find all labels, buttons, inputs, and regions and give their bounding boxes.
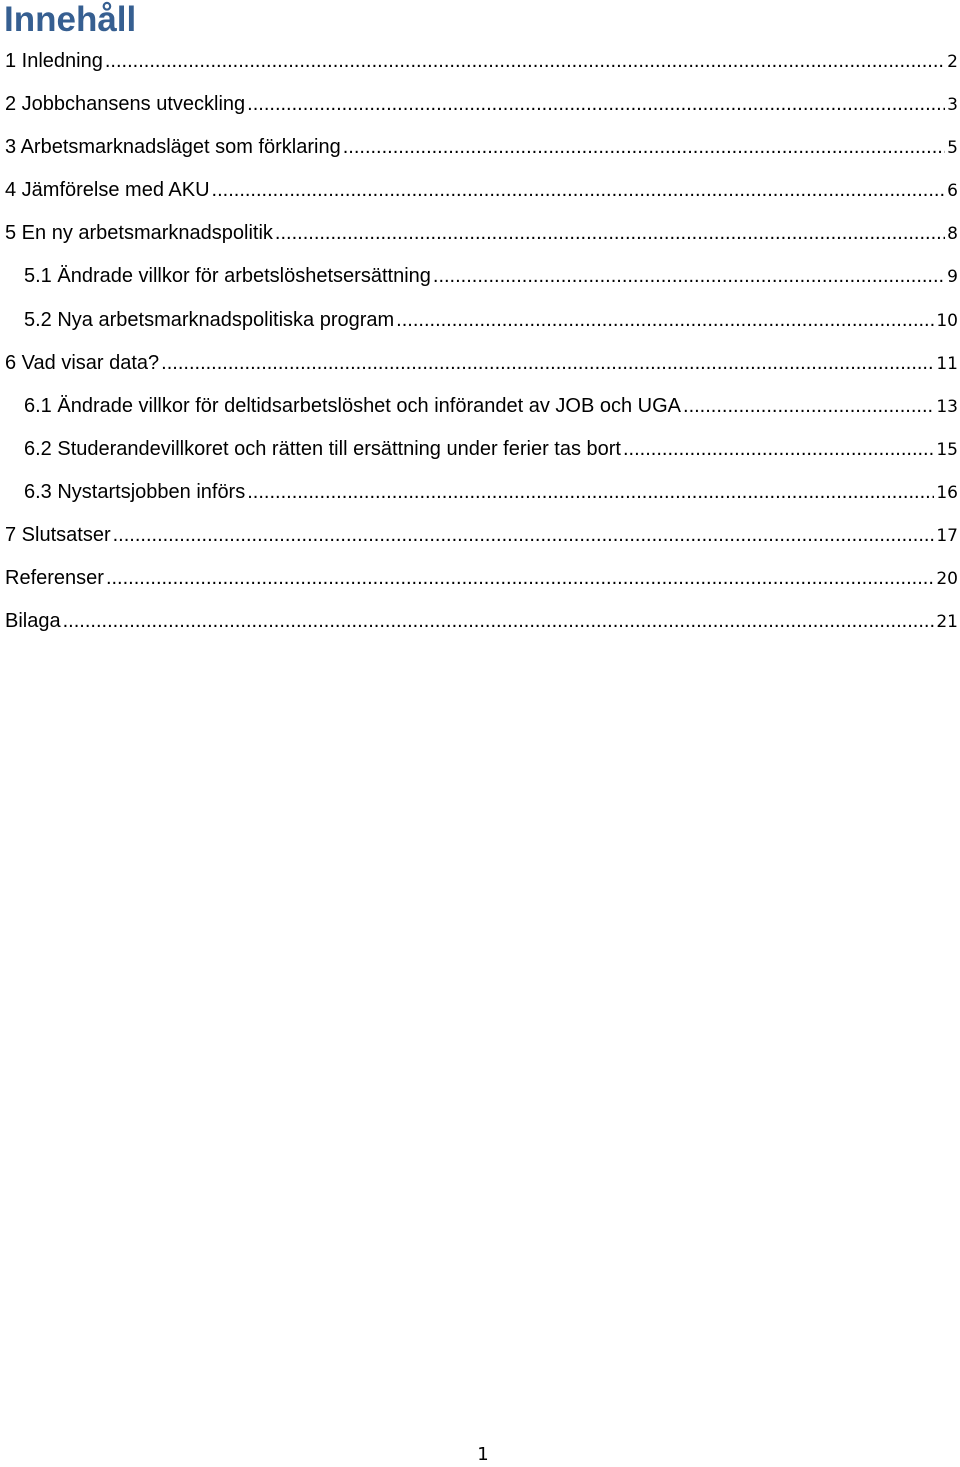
toc-entry-page: 9 bbox=[947, 267, 958, 288]
toc-entry-deltidsarbetsloshet-job-uga[interactable] bbox=[0, 385, 960, 428]
toc-entry-label: 6.3 Nystartsjobben införs bbox=[24, 480, 246, 503]
toc-entry-label: Referenser bbox=[5, 567, 104, 590]
toc-entry-label: 1 Inledning bbox=[5, 50, 103, 72]
toc-entry-label: 2 Jobbchansens utveckling bbox=[5, 93, 246, 116]
toc-entry-page: 8 bbox=[947, 224, 958, 245]
toc-entry-page: 16 bbox=[936, 482, 958, 503]
toc-entry-andrade-villkor-arbetsloshetsersattning[interactable] bbox=[0, 255, 960, 298]
toc-entry-label: 3 Arbetsmarknadsläget som förklaring bbox=[5, 136, 341, 159]
toc-title: Innehåll bbox=[4, 0, 137, 39]
toc-dot-leader bbox=[247, 83, 945, 126]
toc-entry-page: 20 bbox=[936, 569, 958, 590]
toc-entry-page: 21 bbox=[936, 612, 958, 633]
toc-entry-bilaga[interactable] bbox=[0, 600, 960, 643]
toc-list bbox=[0, 40, 960, 643]
toc-entry-page: 2 bbox=[947, 52, 958, 72]
toc-dot-leader bbox=[247, 471, 934, 514]
toc-entry-slutsatser[interactable] bbox=[0, 514, 960, 557]
toc-entry-inledning[interactable] bbox=[0, 40, 960, 83]
toc-dot-leader bbox=[433, 255, 945, 298]
toc-entry-jamforelse-aku[interactable] bbox=[0, 169, 960, 212]
toc-entry-label: 4 Jämförelse med AKU bbox=[5, 179, 210, 202]
toc-entry-ny-arbetsmarknadspolitik[interactable] bbox=[0, 212, 960, 255]
toc-entry-page: 17 bbox=[936, 526, 958, 547]
toc-entry-referenser[interactable] bbox=[0, 557, 960, 600]
toc-entry-label: 5.2 Nya arbetsmarknadspolitiska program bbox=[24, 308, 395, 331]
toc-dot-leader bbox=[106, 557, 934, 600]
toc-entry-page: 15 bbox=[936, 439, 958, 460]
toc-dot-leader bbox=[343, 126, 945, 169]
toc-entry-page: 3 bbox=[947, 95, 958, 116]
toc-entry-label: 6 Vad visar data? bbox=[5, 351, 160, 374]
toc-dot-leader bbox=[683, 385, 934, 428]
toc-dot-leader bbox=[63, 600, 935, 643]
toc-entry-nya-program[interactable] bbox=[0, 299, 960, 342]
toc-entry-label: 6.2 Studerandevillkoret och rätten till ersättning under ferier tas bort bbox=[24, 437, 621, 460]
toc-entry-label: Bilaga bbox=[5, 610, 61, 633]
toc-entry-page: 5 bbox=[947, 138, 958, 159]
toc-dot-leader bbox=[623, 428, 934, 471]
toc-entry-page: 10 bbox=[936, 310, 958, 331]
toc-entry-studerandevillkoret[interactable] bbox=[0, 428, 960, 471]
toc-dot-leader bbox=[275, 212, 945, 255]
toc-entry-label: 6.1 Ändrade villkor för deltidsarbetslöshet och införandet av JOB och UGA bbox=[24, 394, 682, 417]
toc-entry-page: 11 bbox=[936, 353, 958, 374]
toc-dot-leader bbox=[396, 299, 934, 342]
toc-entry-page: 6 bbox=[947, 181, 958, 202]
toc-dot-leader bbox=[212, 169, 946, 212]
toc-dot-leader bbox=[105, 40, 945, 83]
toc-entry-jobbchansens-utveckling[interactable] bbox=[0, 83, 960, 126]
page-number: 1 bbox=[477, 1444, 489, 1465]
toc-dot-leader bbox=[161, 342, 934, 385]
toc-dot-leader bbox=[113, 514, 935, 557]
toc-entry-page: 13 bbox=[936, 396, 958, 417]
toc-entry-label: 5.1 Ändrade villkor för arbetslöshetsersättning bbox=[24, 265, 431, 288]
toc-entry-arbetsmarknadslaget[interactable] bbox=[0, 126, 960, 169]
toc-entry-nystartsjobben[interactable] bbox=[0, 471, 960, 514]
toc-entry-label: 7 Slutsatser bbox=[5, 524, 111, 547]
toc-entry-label: 5 En ny arbetsmarknadspolitik bbox=[5, 222, 273, 245]
toc-entry-vad-visar-data[interactable] bbox=[0, 342, 960, 385]
